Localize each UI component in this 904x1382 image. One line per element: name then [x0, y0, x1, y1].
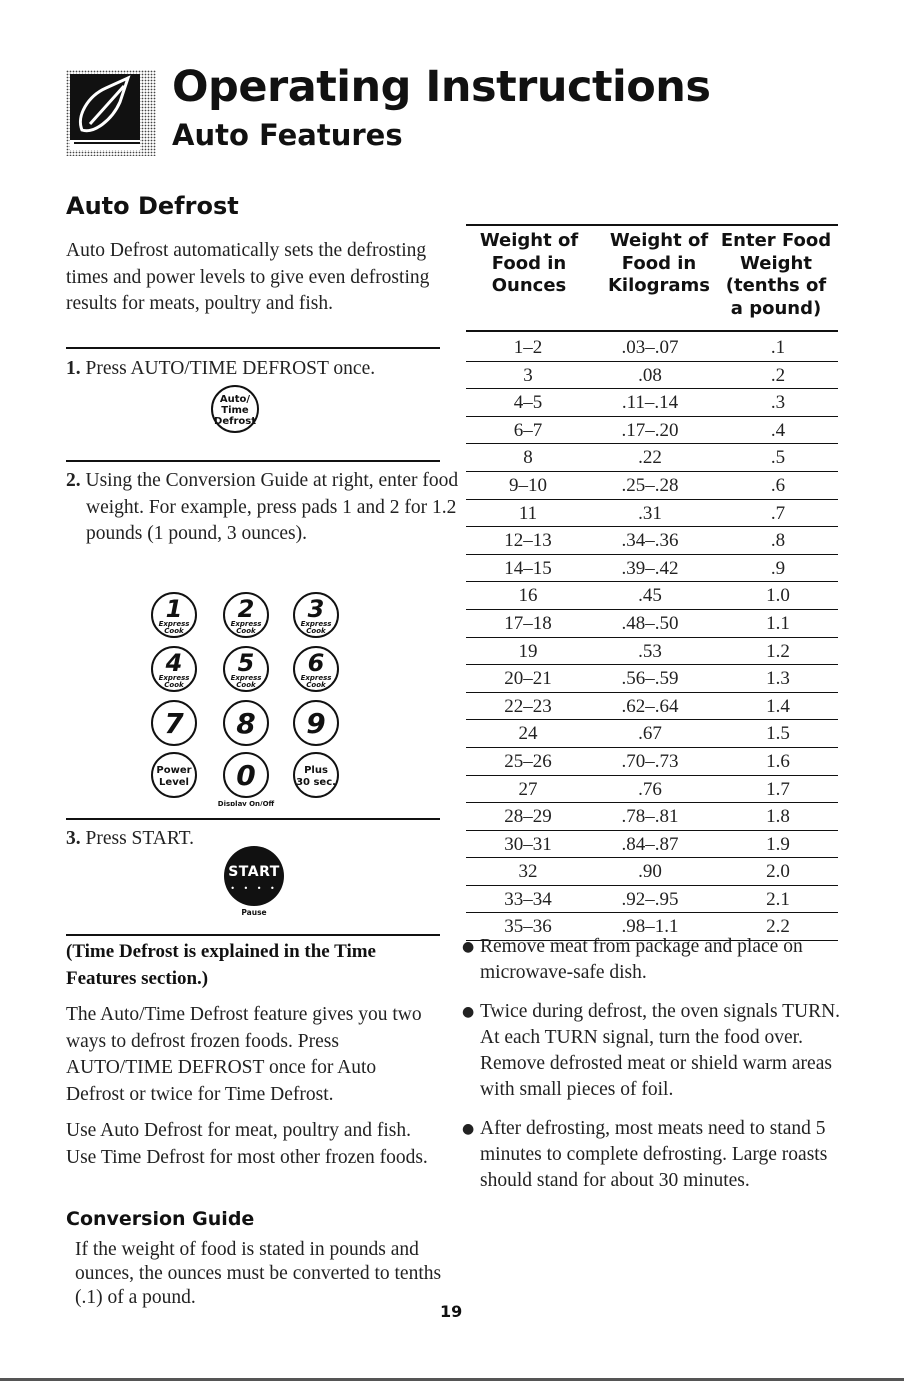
key-7-pad — [152, 701, 196, 745]
body-paragraph-2: Use Auto Defrost for meat, poultry and fish. Use Time Defrost for most other frozen foods. — [66, 1120, 428, 1168]
step-1 — [66, 356, 440, 383]
table-row — [466, 472, 838, 500]
table-row — [466, 638, 838, 666]
level-label: Level — [159, 777, 189, 788]
key-digit: 7 — [164, 707, 184, 740]
divider — [66, 460, 440, 462]
cook-label: Cook — [164, 627, 184, 635]
table-row — [466, 444, 838, 472]
divider — [66, 347, 440, 349]
step-number: 1. — [66, 358, 81, 379]
pause-label: Pause — [241, 908, 267, 917]
key-5-pad — [224, 647, 268, 691]
header-enter-weight — [716, 230, 836, 320]
key-6-pad — [294, 647, 338, 691]
table-cell: .78–.81 — [621, 806, 679, 828]
start-pad — [224, 846, 284, 906]
table-cell: 1–2 — [513, 337, 543, 358]
time-defrost-note: (Time Defrost is explained in the Time Features section.) — [66, 941, 376, 989]
table-row — [466, 886, 838, 914]
table-cell: 2.2 — [766, 916, 790, 938]
cook-label: Cook — [306, 627, 326, 635]
table-cell: .34–.36 — [621, 530, 679, 552]
table-row — [466, 720, 838, 748]
header-line: Food in — [621, 252, 697, 274]
key-digit: 4 — [165, 649, 183, 677]
defrost-tips-list — [462, 934, 842, 1207]
table-cell: 28–29 — [504, 806, 552, 828]
bullet-icon: ● — [462, 1120, 475, 1137]
key-digit: 2 — [237, 595, 255, 623]
list-item — [462, 934, 842, 987]
table-cell: 19 — [518, 640, 538, 662]
key-digit: 0 — [236, 759, 256, 792]
table-cell: .67 — [638, 723, 662, 745]
header-line: a pound) — [730, 297, 822, 319]
bullet-icon: ● — [462, 1003, 475, 1020]
table-cell: 1.3 — [766, 668, 790, 690]
express-label: Express — [230, 674, 262, 682]
header-kilograms — [594, 230, 724, 298]
key-4-pad — [152, 647, 196, 691]
table-row — [466, 610, 838, 638]
table-cell: 1.4 — [766, 695, 790, 717]
header-line: Food in — [491, 252, 567, 274]
table-cell: .90 — [638, 861, 662, 883]
table-cell: 8 — [523, 447, 533, 469]
table-cell: .2 — [770, 364, 786, 386]
express-label: Express — [300, 620, 332, 628]
table-cell: .56–.59 — [621, 668, 679, 690]
key-3-pad — [294, 593, 338, 637]
key-9-pad — [294, 701, 338, 745]
key-digit: 6 — [307, 649, 325, 677]
keypad-keys — [152, 593, 338, 806]
auto-pad-line3: Defrost — [214, 416, 256, 427]
table-cell: .45 — [638, 585, 662, 607]
table-row — [466, 665, 838, 693]
step-number: 2. — [66, 470, 81, 491]
table-cell: .39–.42 — [621, 557, 679, 579]
list-item-text: Twice during defrost, the oven signals TURN. At each TURN signal, turn the food over. Remove defrosted meat or shield warm areas with small pieces of foil. — [480, 1000, 841, 1101]
table-cell: 27 — [518, 778, 538, 800]
start-label: START — [228, 864, 280, 880]
table-row — [466, 500, 838, 528]
table-cell: .8 — [770, 530, 786, 552]
key-digit: 1 — [165, 595, 183, 623]
page-subtitle: Auto Features — [172, 118, 403, 152]
table-row — [466, 417, 838, 445]
cook-label: Cook — [164, 681, 184, 689]
table-row — [466, 803, 838, 831]
key-digit: 5 — [237, 649, 255, 677]
header-line: Kilograms — [607, 275, 711, 296]
express-label: Express — [300, 674, 332, 682]
table-cell: .31 — [638, 502, 662, 524]
table-cell: .25–.28 — [621, 474, 679, 496]
key-digit: 8 — [236, 707, 256, 740]
bullet-icon: ● — [462, 939, 475, 955]
divider — [66, 934, 440, 936]
table-cell: 1.5 — [766, 723, 790, 745]
table-cell: 4–5 — [513, 392, 543, 414]
step-text: Press AUTO/TIME DEFROST once. — [85, 358, 376, 379]
table-top-rule — [466, 224, 838, 226]
table-cell: .98–1.1 — [621, 916, 679, 938]
operating-instructions-logo-icon — [66, 70, 156, 156]
table-cell: 14–15 — [504, 557, 552, 579]
table-cell: 1.8 — [766, 806, 790, 828]
step-number: 3. — [66, 828, 81, 849]
header-line: Weight — [740, 252, 812, 274]
table-cell: .48–.50 — [621, 612, 679, 634]
conversion-guide-heading: Conversion Guide — [66, 1208, 255, 1230]
auto-time-defrost-pad — [210, 384, 260, 434]
table-row — [466, 582, 838, 610]
table-cell: .22 — [638, 447, 662, 469]
table-cell: 33–34 — [504, 888, 552, 910]
table-cell: 1.1 — [766, 612, 790, 634]
body-paragraph-1: The Auto/Time Defrost feature gives you two ways to defrost frozen foods. Press AUTO/TIME DEFROST once for Auto Defrost or twice for Time Defrost. — [66, 1004, 422, 1105]
table-cell: 6–7 — [513, 419, 543, 441]
table-cell: 1.6 — [766, 750, 790, 772]
table-cell: .76 — [638, 778, 662, 800]
header-line: (tenths of — [725, 275, 827, 296]
table-cell: .3 — [770, 392, 786, 414]
table-cell: 1.7 — [766, 778, 790, 800]
divider — [66, 818, 440, 820]
table-row — [466, 748, 838, 776]
table-row — [466, 831, 838, 859]
page-title: Operating Instructions — [172, 62, 711, 112]
power-level-pad — [152, 753, 196, 797]
table-row — [466, 362, 838, 390]
list-item-text: Remove meat from package and place on microwave-safe dish. — [480, 936, 803, 984]
auto-pad-line2: Time — [221, 405, 249, 416]
table-cell: .84–.87 — [621, 833, 679, 855]
table-cell: 16 — [518, 585, 538, 607]
table-cell: .03–.07 — [621, 337, 679, 358]
step-text: Press START. — [85, 828, 194, 849]
table-cell: .62–.64 — [621, 695, 679, 717]
table-cell: .92–.95 — [621, 888, 679, 910]
table-cell: .08 — [638, 364, 662, 386]
start-dots: • • • • — [230, 884, 278, 893]
table-row — [466, 389, 838, 417]
display-on-off-label: Display On/Off — [217, 800, 275, 806]
header-ounces — [474, 230, 584, 298]
cook-label: Cook — [236, 627, 256, 635]
header-line: Weight of — [609, 230, 709, 251]
table-cell: 12–13 — [504, 530, 552, 552]
list-item — [462, 1116, 842, 1195]
express-label: Express — [230, 620, 262, 628]
table-row — [466, 776, 838, 804]
table-cell: .1 — [770, 337, 786, 358]
header-line: Enter Food — [720, 230, 832, 251]
intro-paragraph: Auto Defrost automatically sets the defrosting times and power levels to give even defrosting results for meats, poultry and fish. — [66, 240, 430, 314]
list-item — [462, 999, 842, 1104]
conversion-guide-text: If the weight of food is stated in pounds and ounces, the ounces must be converted to tenths (.1) of a pound. — [75, 1239, 442, 1308]
table-cell: 1.0 — [766, 585, 790, 607]
table-cell: 2.0 — [766, 861, 790, 883]
table-cell: 24 — [518, 723, 538, 745]
express-label: Express — [158, 620, 190, 628]
express-label: Express — [158, 674, 190, 682]
table-cell: 20–21 — [504, 668, 552, 690]
key-1-pad — [152, 593, 196, 637]
table-cell: 11 — [518, 502, 538, 524]
table-cell: 30–31 — [504, 833, 552, 855]
table-cell: .7 — [770, 502, 786, 524]
step-text: Using the Conversion Guide at right, enter food weight. For example, press pads 1 and 2 for 1.2 pounds (1 pound, 3 ounces). — [85, 470, 459, 544]
table-cell: .53 — [638, 640, 662, 662]
table-cell: .5 — [770, 447, 786, 469]
list-item-text: After defrosting, most meats need to stand 5 minutes to complete defrosting. Large roasts should stand for about 30 minutes. — [480, 1117, 828, 1192]
key-digit: 9 — [306, 707, 326, 740]
table-rows — [466, 334, 838, 941]
table-cell: 32 — [518, 861, 538, 883]
key-digit: 3 — [307, 595, 325, 623]
cook-label: Cook — [236, 681, 256, 689]
header-line: Weight of — [479, 230, 579, 251]
table-cell: 3 — [523, 364, 533, 386]
table-cell: 25–26 — [504, 750, 552, 772]
table-cell: .17–.20 — [621, 419, 679, 441]
table-cell: 35–36 — [504, 916, 552, 938]
number-keypad — [148, 588, 348, 806]
table-cell: .9 — [770, 557, 786, 579]
header-line: Ounces — [491, 275, 567, 296]
cook-label: Cook — [306, 681, 326, 689]
table-cell: 17–18 — [504, 612, 552, 634]
table-row — [466, 334, 838, 362]
table-row — [466, 693, 838, 721]
table-cell: .6 — [770, 474, 786, 496]
seconds-label: 30 sec. — [296, 777, 336, 788]
key-8-pad — [224, 701, 268, 745]
page-bottom-edge — [0, 1378, 904, 1381]
key-2-pad — [224, 593, 268, 637]
table-cell: 1.9 — [766, 833, 790, 855]
table-cell: 9–10 — [509, 474, 547, 496]
table-cell: .4 — [770, 419, 786, 441]
auto-pad-line1: Auto/ — [219, 394, 251, 405]
table-row — [466, 555, 838, 583]
table-cell: 22–23 — [504, 695, 552, 717]
table-row — [466, 858, 838, 886]
table-cell: .11–.14 — [621, 392, 679, 414]
page-number: 19 — [440, 1302, 463, 1321]
table-cell: 1.2 — [766, 640, 790, 662]
header-rule — [466, 330, 838, 332]
step-2 — [66, 468, 460, 548]
power-label: Power — [156, 765, 192, 776]
table-row — [466, 527, 838, 555]
key-0-pad — [224, 753, 268, 797]
section-heading: Auto Defrost — [66, 192, 239, 220]
plus-label: Plus — [304, 765, 328, 776]
table-cell: .70–.73 — [621, 750, 679, 772]
plus-30-sec-pad — [294, 753, 338, 797]
table-cell: 2.1 — [766, 888, 790, 910]
